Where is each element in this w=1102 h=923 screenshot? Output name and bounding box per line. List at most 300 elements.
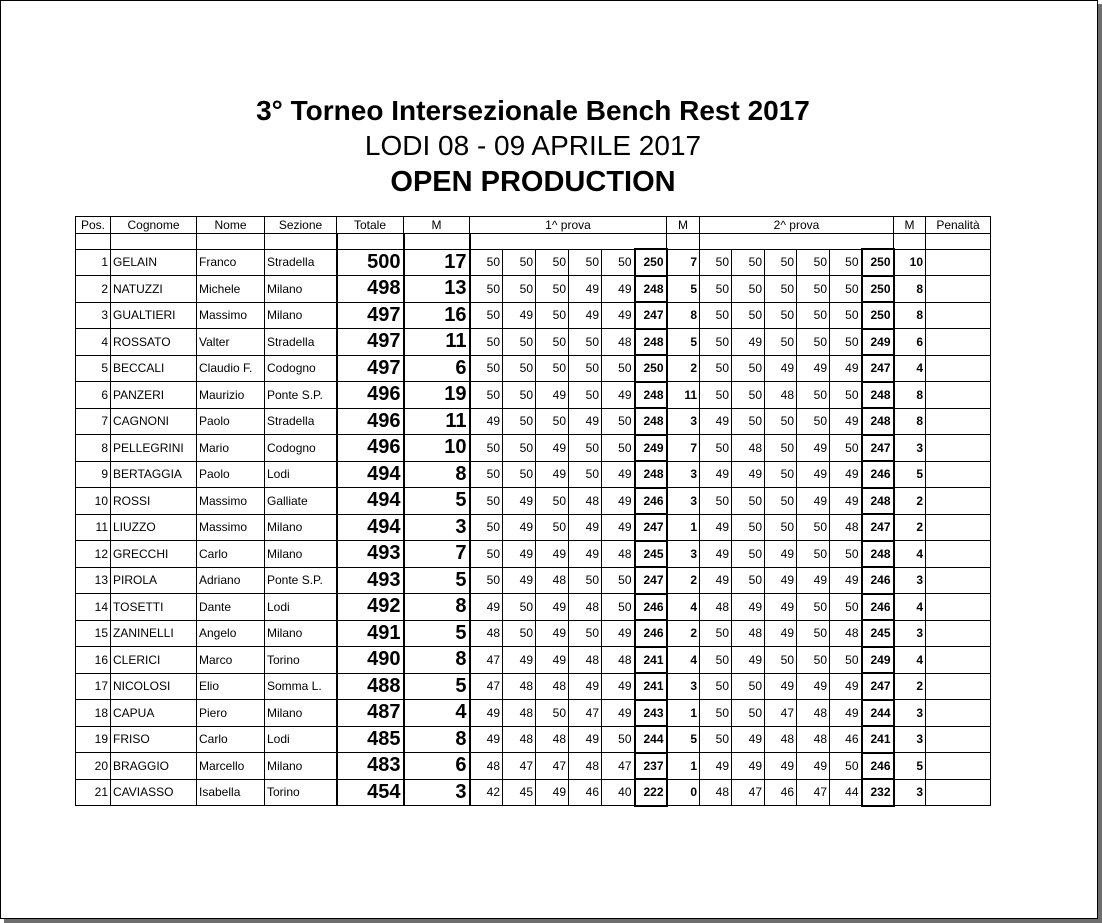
nome-cell: Maurizio <box>197 382 265 409</box>
prova1-score-cell: 50 <box>536 700 569 727</box>
table-row <box>76 594 991 621</box>
table-row <box>76 673 991 700</box>
prova1-m-cell: 3 <box>667 673 700 700</box>
prova2-score-cell: 49 <box>830 488 862 515</box>
totale-cell: 485 <box>337 726 404 753</box>
sezione-cell: Ponte S.P. <box>265 382 337 409</box>
prova1-score-cell: 49 <box>569 541 602 568</box>
totale-cell: 496 <box>337 435 404 462</box>
pos-cell: 11 <box>76 514 111 541</box>
prova1-score-cell: 50 <box>569 355 602 382</box>
prova2-score-cell: 49 <box>732 594 765 621</box>
prova2-total-cell: 247 <box>862 673 894 700</box>
cognome-cell: ROSSI <box>111 488 197 515</box>
m-cell: 7 <box>404 541 470 568</box>
pos-cell: 16 <box>76 647 111 674</box>
prova1-score-cell: 48 <box>602 541 635 568</box>
prova1-score-cell: 50 <box>470 541 503 568</box>
prova2-score-cell: 50 <box>700 355 732 382</box>
prova1-score-cell: 50 <box>470 302 503 329</box>
header-prova1: 1^ prova <box>470 217 667 234</box>
header-nome: Nome <box>197 217 265 234</box>
pos-cell: 9 <box>76 461 111 488</box>
prova1-score-cell: 49 <box>602 673 635 700</box>
prova2-total-cell: 247 <box>862 435 894 462</box>
prova2-score-cell: 49 <box>797 567 830 594</box>
header-penalita: Penalità <box>926 217 991 234</box>
prova1-total-cell: 247 <box>635 567 667 594</box>
prova1-score-cell: 50 <box>536 514 569 541</box>
totale-cell: 491 <box>337 620 404 647</box>
prova2-score-cell: 49 <box>765 594 797 621</box>
nome-cell: Massimo <box>197 302 265 329</box>
prova2-score-cell: 50 <box>830 647 862 674</box>
prova1-score-cell: 50 <box>536 355 569 382</box>
prova1-score-cell: 47 <box>503 753 536 780</box>
prova2-score-cell: 49 <box>830 567 862 594</box>
table-row <box>76 753 991 780</box>
prova1-score-cell: 50 <box>503 329 536 356</box>
sezione-cell: Milano <box>265 514 337 541</box>
prova1-score-cell: 42 <box>470 779 503 806</box>
prova1-score-cell: 50 <box>470 567 503 594</box>
penalita-cell <box>926 355 991 382</box>
penalita-cell <box>926 249 991 276</box>
table-row <box>76 567 991 594</box>
prova2-score-cell: 49 <box>797 753 830 780</box>
cognome-cell: LIUZZO <box>111 514 197 541</box>
sezione-cell: Lodi <box>265 726 337 753</box>
nome-cell: Claudio F. <box>197 355 265 382</box>
penalita-cell <box>926 700 991 727</box>
prova2-score-cell: 49 <box>765 541 797 568</box>
header-totale: Totale <box>337 217 404 234</box>
prova1-total-cell: 237 <box>635 753 667 780</box>
penalita-cell <box>926 620 991 647</box>
prova1-score-cell: 49 <box>470 408 503 435</box>
prova1-score-cell: 49 <box>470 594 503 621</box>
nome-cell: Marcello <box>197 753 265 780</box>
prova1-score-cell: 50 <box>503 382 536 409</box>
prova1-score-cell: 50 <box>470 461 503 488</box>
prova1-score-cell: 49 <box>536 541 569 568</box>
prova2-score-cell: 50 <box>830 594 862 621</box>
penalita-cell <box>926 276 991 303</box>
prova1-score-cell: 50 <box>470 488 503 515</box>
prova2-score-cell: 48 <box>732 620 765 647</box>
prova2-score-cell: 50 <box>765 329 797 356</box>
prova1-m-cell: 2 <box>667 567 700 594</box>
m-cell: 5 <box>404 673 470 700</box>
header-m1: M <box>667 217 700 234</box>
totale-cell: 494 <box>337 488 404 515</box>
prova2-score-cell: 50 <box>700 647 732 674</box>
prova2-score-cell: 48 <box>700 594 732 621</box>
m-cell: 8 <box>404 461 470 488</box>
prova1-m-cell: 1 <box>667 753 700 780</box>
header-sezione: Sezione <box>265 217 337 234</box>
prova1-score-cell: 48 <box>470 753 503 780</box>
prova1-score-cell: 49 <box>536 435 569 462</box>
nome-cell: Carlo <box>197 726 265 753</box>
prova1-m-cell: 7 <box>667 435 700 462</box>
prova2-total-cell: 232 <box>862 779 894 806</box>
header-pos: Pos. <box>76 217 111 234</box>
cognome-cell: NATUZZI <box>111 276 197 303</box>
page-subtitle: LODI 08 - 09 APRILE 2017 <box>364 130 702 161</box>
m-cell: 19 <box>404 382 470 409</box>
prova1-score-cell: 50 <box>569 329 602 356</box>
prova1-score-cell: 50 <box>503 408 536 435</box>
prova1-m-cell: 5 <box>667 726 700 753</box>
table-row <box>76 461 991 488</box>
prova2-score-cell: 50 <box>732 541 765 568</box>
prova2-score-cell: 50 <box>765 408 797 435</box>
prova1-total-cell: 222 <box>635 779 667 806</box>
prova1-score-cell: 50 <box>503 249 536 276</box>
category-title: OPEN PRODUCTION <box>390 166 676 198</box>
prova1-score-cell: 50 <box>569 620 602 647</box>
prova2-score-cell: 50 <box>732 700 765 727</box>
prova1-score-cell: 50 <box>503 276 536 303</box>
m-cell: 8 <box>404 647 470 674</box>
prova1-score-cell: 49 <box>602 461 635 488</box>
prova1-score-cell: 48 <box>503 700 536 727</box>
prova1-score-cell: 49 <box>602 382 635 409</box>
header-m: M <box>404 217 470 234</box>
table-row <box>76 329 991 356</box>
prova1-score-cell: 50 <box>569 567 602 594</box>
cognome-cell: NICOLOSI <box>111 673 197 700</box>
prova2-score-cell: 50 <box>797 408 830 435</box>
prova1-m-cell: 8 <box>667 302 700 329</box>
prova2-score-cell: 49 <box>797 673 830 700</box>
table-row <box>76 435 991 462</box>
prova1-score-cell: 49 <box>503 514 536 541</box>
penalita-cell <box>926 567 991 594</box>
nome-cell: Elio <box>197 673 265 700</box>
prova2-score-cell: 50 <box>797 276 830 303</box>
prova1-score-cell: 47 <box>536 753 569 780</box>
m-cell: 5 <box>404 488 470 515</box>
m-cell: 8 <box>404 594 470 621</box>
m-cell: 4 <box>404 700 470 727</box>
totale-cell: 493 <box>337 567 404 594</box>
cognome-cell: GRECCHI <box>111 541 197 568</box>
table-row <box>76 647 991 674</box>
prova2-m-cell: 8 <box>894 382 926 409</box>
prova2-m-cell: 3 <box>894 700 926 727</box>
prova2-score-cell: 49 <box>732 461 765 488</box>
prova1-score-cell: 48 <box>503 673 536 700</box>
table-row <box>76 514 991 541</box>
prova2-total-cell: 246 <box>862 753 894 780</box>
cognome-cell: ZANINELLI <box>111 620 197 647</box>
totale-cell: 490 <box>337 647 404 674</box>
cognome-cell: FRISO <box>111 726 197 753</box>
prova1-m-cell: 1 <box>667 514 700 541</box>
pos-cell: 10 <box>76 488 111 515</box>
prova2-total-cell: 247 <box>862 514 894 541</box>
totale-cell: 500 <box>337 249 404 276</box>
prova2-score-cell: 50 <box>732 514 765 541</box>
prova2-score-cell: 50 <box>830 249 862 276</box>
prova2-score-cell: 49 <box>830 461 862 488</box>
prova1-score-cell: 50 <box>470 382 503 409</box>
m-cell: 11 <box>404 408 470 435</box>
nome-cell: Franco <box>197 249 265 276</box>
prova1-score-cell: 50 <box>470 276 503 303</box>
prova2-m-cell: 2 <box>894 488 926 515</box>
prova2-score-cell: 50 <box>700 276 732 303</box>
pos-cell: 6 <box>76 382 111 409</box>
totale-cell: 498 <box>337 276 404 303</box>
prova2-score-cell: 47 <box>765 700 797 727</box>
totale-cell: 483 <box>337 753 404 780</box>
prova1-score-cell: 49 <box>503 541 536 568</box>
sezione-cell: Ponte S.P. <box>265 567 337 594</box>
prova1-score-cell: 49 <box>536 620 569 647</box>
pos-cell: 12 <box>76 541 111 568</box>
prova2-score-cell: 48 <box>732 435 765 462</box>
sezione-cell: Galliate <box>265 488 337 515</box>
sezione-cell: Lodi <box>265 594 337 621</box>
prova2-m-cell: 5 <box>894 461 926 488</box>
table-row <box>76 408 991 435</box>
sezione-cell: Somma L. <box>265 673 337 700</box>
prova1-score-cell: 48 <box>602 329 635 356</box>
sezione-cell: Codogno <box>265 355 337 382</box>
sezione-cell: Milano <box>265 541 337 568</box>
prova1-score-cell: 48 <box>470 620 503 647</box>
prova1-m-cell: 4 <box>667 647 700 674</box>
prova2-total-cell: 246 <box>862 461 894 488</box>
penalita-cell <box>926 382 991 409</box>
prova1-score-cell: 49 <box>569 514 602 541</box>
sezione-cell: Torino <box>265 647 337 674</box>
prova1-m-cell: 3 <box>667 488 700 515</box>
sezione-cell: Milano <box>265 753 337 780</box>
prova1-score-cell: 49 <box>536 461 569 488</box>
prova1-score-cell: 50 <box>602 594 635 621</box>
prova1-score-cell: 50 <box>536 276 569 303</box>
prova1-m-cell: 3 <box>667 541 700 568</box>
prova2-score-cell: 50 <box>765 461 797 488</box>
prova2-score-cell: 49 <box>765 753 797 780</box>
nome-cell: Isabella <box>197 779 265 806</box>
prova1-score-cell: 50 <box>536 488 569 515</box>
prova2-total-cell: 246 <box>862 567 894 594</box>
cognome-cell: PIROLA <box>111 567 197 594</box>
penalita-cell <box>926 408 991 435</box>
prova2-score-cell: 50 <box>732 408 765 435</box>
prova2-score-cell: 48 <box>797 726 830 753</box>
totale-cell: 488 <box>337 673 404 700</box>
prova2-score-cell: 49 <box>797 488 830 515</box>
prova1-total-cell: 244 <box>635 726 667 753</box>
prova2-score-cell: 50 <box>765 488 797 515</box>
prova2-score-cell: 49 <box>830 355 862 382</box>
prova1-m-cell: 3 <box>667 461 700 488</box>
prova1-score-cell: 50 <box>602 355 635 382</box>
prova2-m-cell: 10 <box>894 249 926 276</box>
prova2-score-cell: 46 <box>830 726 862 753</box>
prova1-m-cell: 3 <box>667 408 700 435</box>
prova2-total-cell: 249 <box>862 647 894 674</box>
prova2-m-cell: 4 <box>894 647 926 674</box>
prova2-score-cell: 49 <box>765 620 797 647</box>
prova1-score-cell: 46 <box>569 779 602 806</box>
prova2-score-cell: 50 <box>700 726 732 753</box>
table-row <box>76 726 991 753</box>
prova1-score-cell: 48 <box>569 488 602 515</box>
pos-cell: 5 <box>76 355 111 382</box>
prova2-score-cell: 50 <box>732 488 765 515</box>
sezione-cell: Stradella <box>265 408 337 435</box>
prova2-m-cell: 6 <box>894 329 926 356</box>
header-cognome: Cognome <box>111 217 197 234</box>
cognome-cell: CAGNONI <box>111 408 197 435</box>
sezione-cell: Milano <box>265 700 337 727</box>
prova2-score-cell: 48 <box>765 726 797 753</box>
prova2-total-cell: 249 <box>862 329 894 356</box>
prova2-score-cell: 50 <box>700 249 732 276</box>
prova1-m-cell: 2 <box>667 355 700 382</box>
m-cell: 5 <box>404 567 470 594</box>
nome-cell: Marco <box>197 647 265 674</box>
prova1-score-cell: 50 <box>503 620 536 647</box>
prova2-total-cell: 241 <box>862 726 894 753</box>
m-cell: 8 <box>404 726 470 753</box>
prova1-total-cell: 246 <box>635 594 667 621</box>
prova2-score-cell: 50 <box>830 382 862 409</box>
prova2-score-cell: 50 <box>797 514 830 541</box>
prova1-score-cell: 49 <box>503 302 536 329</box>
prova2-m-cell: 8 <box>894 276 926 303</box>
prova2-total-cell: 248 <box>862 488 894 515</box>
prova2-total-cell: 250 <box>862 276 894 303</box>
prova1-score-cell: 50 <box>536 249 569 276</box>
prova2-total-cell: 248 <box>862 382 894 409</box>
pos-cell: 8 <box>76 435 111 462</box>
prova2-score-cell: 49 <box>765 355 797 382</box>
table-row <box>76 249 991 276</box>
cognome-cell: GELAIN <box>111 249 197 276</box>
prova1-score-cell: 49 <box>503 488 536 515</box>
prova1-score-cell: 49 <box>602 700 635 727</box>
nome-cell: Massimo <box>197 488 265 515</box>
penalita-cell <box>926 647 991 674</box>
prova2-m-cell: 3 <box>894 567 926 594</box>
nome-cell: Valter <box>197 329 265 356</box>
table-row <box>76 620 991 647</box>
title-block <box>1 93 1065 201</box>
prova2-score-cell: 50 <box>732 276 765 303</box>
prova2-score-cell: 49 <box>700 408 732 435</box>
prova1-score-cell: 50 <box>503 461 536 488</box>
prova2-score-cell: 48 <box>765 382 797 409</box>
table-row <box>76 779 991 806</box>
prova2-m-cell: 4 <box>894 594 926 621</box>
prova1-score-cell: 50 <box>569 382 602 409</box>
totale-cell: 494 <box>337 514 404 541</box>
prova2-score-cell: 49 <box>700 514 732 541</box>
prova2-score-cell: 49 <box>732 647 765 674</box>
nome-cell: Paolo <box>197 461 265 488</box>
table-row <box>76 355 991 382</box>
penalita-cell <box>926 779 991 806</box>
prova1-total-cell: 241 <box>635 673 667 700</box>
nome-cell: Paolo <box>197 408 265 435</box>
penalita-cell <box>926 329 991 356</box>
sezione-cell: Milano <box>265 302 337 329</box>
sezione-cell: Codogno <box>265 435 337 462</box>
m-cell: 3 <box>404 514 470 541</box>
pos-cell: 1 <box>76 249 111 276</box>
m-cell: 17 <box>404 249 470 276</box>
totale-cell: 497 <box>337 329 404 356</box>
prova2-score-cell: 48 <box>830 620 862 647</box>
prova2-score-cell: 50 <box>830 276 862 303</box>
cognome-cell: PANZERI <box>111 382 197 409</box>
penalita-cell <box>926 753 991 780</box>
prova1-total-cell: 248 <box>635 461 667 488</box>
pos-cell: 14 <box>76 594 111 621</box>
prova1-score-cell: 49 <box>536 382 569 409</box>
totale-cell: 493 <box>337 541 404 568</box>
totale-cell: 492 <box>337 594 404 621</box>
prova2-score-cell: 49 <box>700 541 732 568</box>
prova1-score-cell: 50 <box>602 408 635 435</box>
prova2-total-cell: 248 <box>862 408 894 435</box>
pos-cell: 7 <box>76 408 111 435</box>
nome-cell: Carlo <box>197 541 265 568</box>
prova1-score-cell: 49 <box>503 567 536 594</box>
pos-cell: 2 <box>76 276 111 303</box>
prova2-m-cell: 3 <box>894 726 926 753</box>
cognome-cell: BECCALI <box>111 355 197 382</box>
pos-cell: 17 <box>76 673 111 700</box>
prova2-score-cell: 50 <box>765 435 797 462</box>
prova2-score-cell: 50 <box>797 620 830 647</box>
prova1-score-cell: 50 <box>503 594 536 621</box>
pos-cell: 18 <box>76 700 111 727</box>
prova1-score-cell: 48 <box>536 673 569 700</box>
nome-cell: Angelo <box>197 620 265 647</box>
prova2-score-cell: 48 <box>700 779 732 806</box>
nome-cell: Massimo <box>197 514 265 541</box>
prova1-score-cell: 50 <box>470 329 503 356</box>
pos-cell: 15 <box>76 620 111 647</box>
prova1-score-cell: 50 <box>470 249 503 276</box>
prova2-score-cell: 50 <box>797 302 830 329</box>
prova1-m-cell: 1 <box>667 700 700 727</box>
penalita-cell <box>926 461 991 488</box>
sezione-cell: Milano <box>265 620 337 647</box>
pos-cell: 19 <box>76 726 111 753</box>
prova2-total-cell: 248 <box>862 541 894 568</box>
prova1-score-cell: 40 <box>602 779 635 806</box>
prova2-score-cell: 50 <box>700 435 732 462</box>
prova2-score-cell: 50 <box>700 673 732 700</box>
sezione-cell: Lodi <box>265 461 337 488</box>
totale-cell: 497 <box>337 355 404 382</box>
prova2-score-cell: 49 <box>700 567 732 594</box>
prova2-score-cell: 49 <box>732 329 765 356</box>
cognome-cell: CLERICI <box>111 647 197 674</box>
prova1-score-cell: 49 <box>602 620 635 647</box>
m-cell: 10 <box>404 435 470 462</box>
